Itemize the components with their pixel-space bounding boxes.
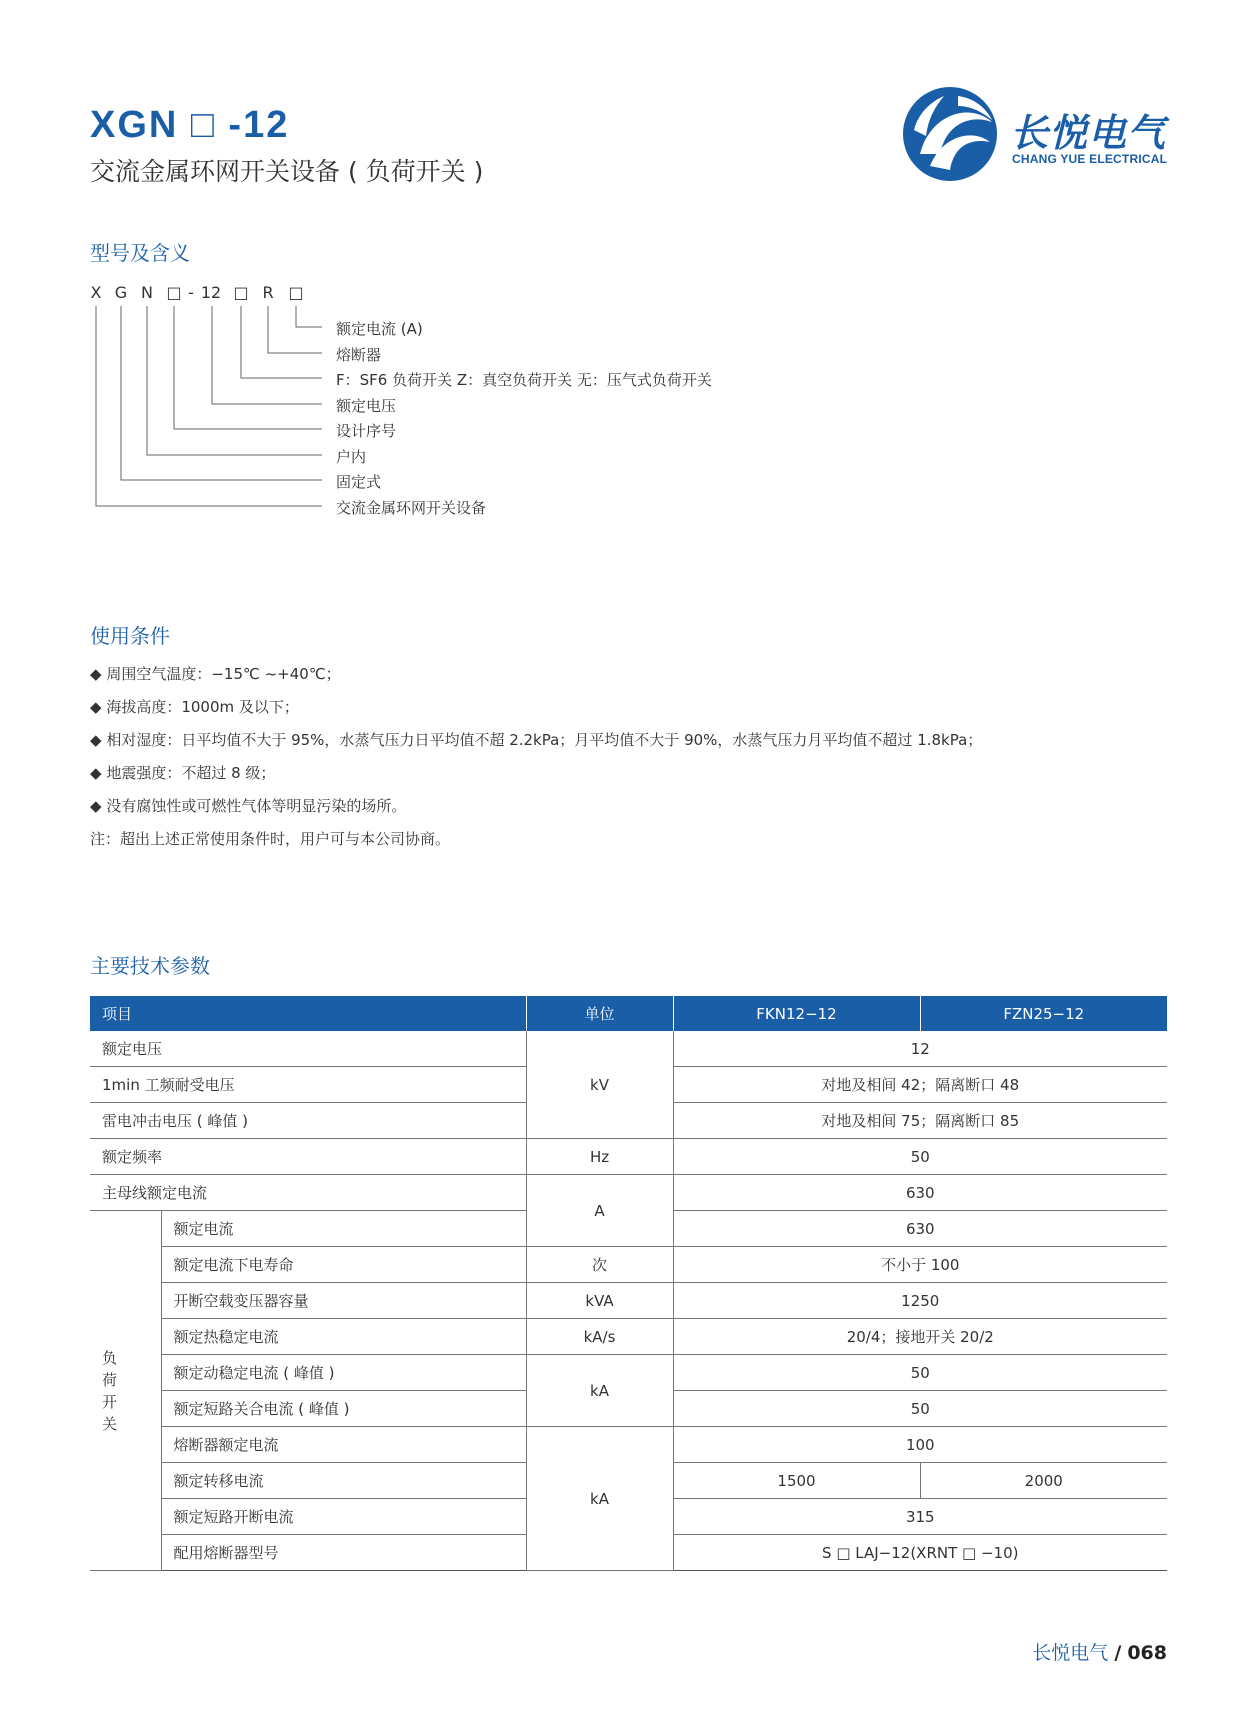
code-char: G: [114, 283, 128, 302]
page-number: 068: [1127, 1642, 1167, 1664]
table-row: 额定转移电流 1500 2000: [90, 1463, 1167, 1499]
header-item: 项目: [90, 996, 526, 1031]
bullet-icon: ◆: [90, 665, 102, 683]
table-row: 额定电压 kV 12: [90, 1031, 1167, 1067]
footer-separator: /: [1114, 1642, 1122, 1664]
condition-item: ◆ 相对湿度：日平均值不大于 95%，水蒸气压力日平均值不超 2.2kPa；月平均值不大于 90%，水蒸气压力月平均值不超过 1.8kPa；: [90, 731, 983, 749]
model-desc: 户内: [336, 448, 367, 466]
logo-name-cn: 长悦电气: [1010, 110, 1167, 155]
bullet-icon: ◆: [90, 797, 102, 815]
bullet-icon: ◆: [90, 698, 102, 716]
model-desc: 交流金属环网开关设备: [336, 499, 487, 517]
code-char: 12: [200, 283, 222, 302]
table-row: 熔断器额定电流 kA 100: [90, 1427, 1167, 1463]
conditions-section-title: 使用条件: [90, 624, 170, 648]
condition-item: ◆ 海拔高度：1000m 及以下；: [90, 698, 299, 716]
table-row: 负 荷 开 关 额定电流 630: [90, 1211, 1167, 1247]
table-row: 开断空载变压器容量 kVA 1250: [90, 1283, 1167, 1319]
table-row: 额定电流下电寿命 次 不小于 100: [90, 1247, 1167, 1283]
model-desc: 额定电压: [336, 397, 397, 415]
model-desc: 额定电流 (A): [336, 320, 423, 338]
spec-section-title: 主要技术参数: [90, 954, 210, 978]
header-fkn: FKN12−12: [673, 996, 920, 1031]
table-row: 额定频率 Hz 50: [90, 1139, 1167, 1175]
spec-table: [90, 996, 1167, 1571]
table-row: 雷电冲击电压 ( 峰值 ) 对地及相间 75；隔离断口 85: [90, 1103, 1167, 1139]
table-row: 额定短路关合电流 ( 峰值 ) 50: [90, 1391, 1167, 1427]
model-desc: 固定式: [336, 473, 382, 491]
table-header-row: [90, 996, 1167, 1031]
product-name: 交流金属环网开关设备 ( 负荷开关 ): [90, 157, 484, 186]
logo-name-en: CHANG YUE ELECTRICAL: [1012, 152, 1168, 166]
header-fzn: FZN25−12: [920, 996, 1167, 1031]
model-section-title: 型号及含义: [90, 241, 190, 265]
table-row: 额定动稳定电流 ( 峰值 ) kA 50: [90, 1355, 1167, 1391]
table-row: 配用熔断器型号 S □ LAJ−12(XRNT □ −10): [90, 1535, 1167, 1571]
footer-brand: 长悦电气: [1032, 1642, 1109, 1664]
code-char: □: [166, 283, 182, 302]
table-row: 额定短路开断电流 315: [90, 1499, 1167, 1535]
model-desc: 设计序号: [336, 422, 397, 440]
table-row: 额定热稳定电流 kA/s 20/4；接地开关 20/2: [90, 1319, 1167, 1355]
code-char: X: [90, 283, 102, 302]
footer: [1032, 1638, 1167, 1665]
table-row: 1min 工频耐受电压 对地及相间 42；隔离断口 48: [90, 1067, 1167, 1103]
model-desc: 熔断器: [336, 346, 382, 364]
group-label: 负 荷 开 关: [90, 1211, 161, 1571]
header-unit: 单位: [526, 996, 673, 1031]
bullet-icon: ◆: [90, 764, 102, 782]
condition-item: ◆ 地震强度：不超过 8 级；: [90, 764, 276, 782]
condition-note: 注：超出上述正常使用条件时，用户可与本公司协商。: [90, 830, 451, 848]
model-leader-lines: [0, 0, 760, 520]
code-char: -: [188, 283, 194, 302]
code-char: R: [262, 283, 274, 302]
condition-item: ◆ 周围空气温度：−15℃ ~+40℃；: [90, 665, 341, 683]
code-char: □: [288, 283, 304, 302]
bullet-icon: ◆: [90, 731, 102, 749]
code-char: N: [141, 283, 153, 302]
table-row: 主母线额定电流 A 630: [90, 1175, 1167, 1211]
condition-item: ◆ 没有腐蚀性或可燃性气体等明显污染的场所。: [90, 797, 407, 815]
product-code: XGN □ -12: [90, 104, 290, 146]
model-desc: F：SF6 负荷开关 Z：真空负荷开关 无：压气式负荷开关: [336, 371, 712, 389]
code-char: □: [233, 283, 249, 302]
